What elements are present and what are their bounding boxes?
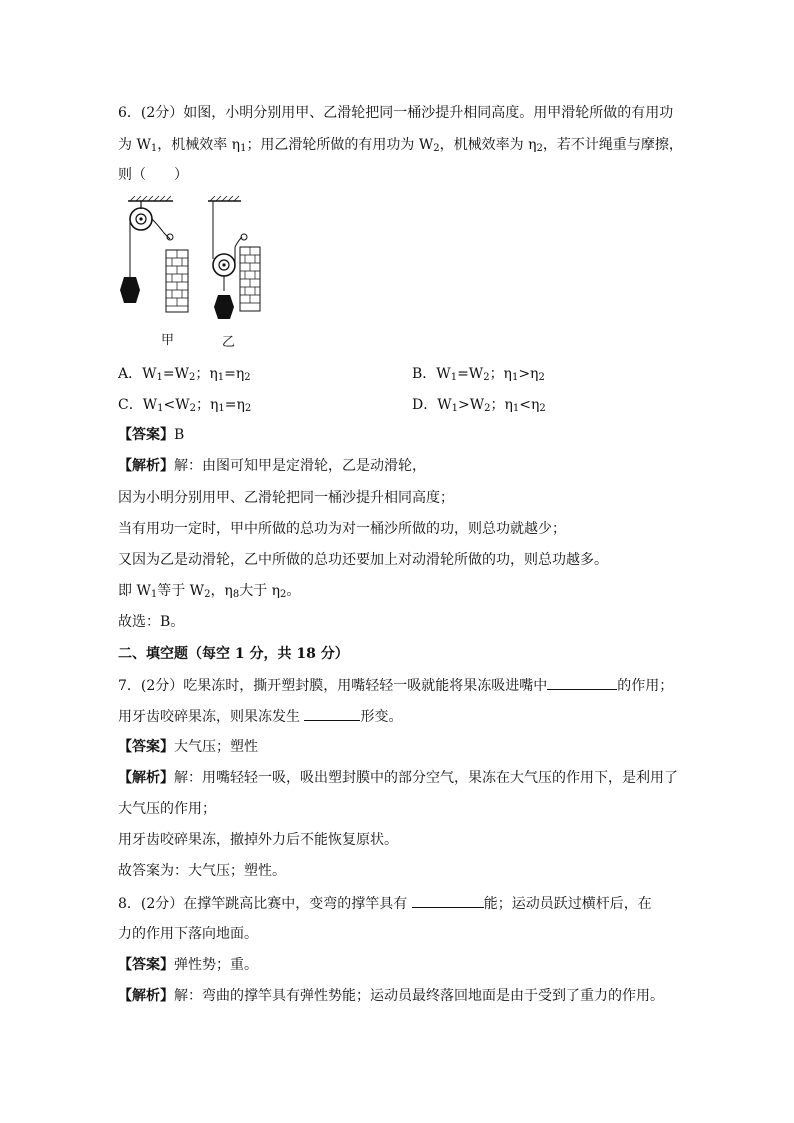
figure-label-yi: 乙 <box>222 335 236 350</box>
q7-blank-1[interactable] <box>547 675 617 690</box>
q6-stem-line1: 6．(2分）如图，小明分别用甲、乙滑轮把同一桶沙提升相同高度。用甲滑轮所做的有用功 <box>118 105 674 121</box>
q7-analysis-2: 大气压的作用； <box>118 801 216 817</box>
q7-conclusion: 故答案为：大气压；塑性。 <box>118 863 286 879</box>
q6-analysis-2: 因为小明分别用甲、乙滑轮把同一桶沙提升相同高度； <box>118 490 454 506</box>
option-d: D．$W_1>W_2$；$\eta_1<\eta_2$ <box>412 397 546 414</box>
q7-stem-line1: 7．(2分）吃果冻时，撕开塑封膜，用嘴轻轻一吸就能将果冻吸进嘴中 的作用； <box>118 675 673 696</box>
q8-stem-line1: 8．(2分）在撑竿跳高比赛中，变弯的撑竿具有 能；运动员跃过横杆后，在 <box>118 893 652 914</box>
pulley-diagram <box>118 195 278 350</box>
q6-analysis-1: 【解析】解：由图可知甲是定滑轮，乙是动滑轮， <box>118 458 426 474</box>
q8-stem-line2: 力的作用下落向地面。 <box>118 926 258 942</box>
section-title: 二、填空题（每空 1 分，共 18 分） <box>118 646 349 662</box>
option-a: A．$W_1=W_2$；$\eta_1=\eta_2$ <box>118 366 251 383</box>
q6-conclusion: 故选：B。 <box>118 614 185 630</box>
pulley-figure <box>118 195 278 350</box>
q7-answer: 【答案】大气压；塑性 <box>118 739 258 755</box>
q8-analysis-1: 【解析】解：弯曲的撑竿具有弹性势能；运动员最终落回地面是由于受到了重力的作用。 <box>118 988 664 1004</box>
q7-blank-2[interactable] <box>304 706 360 721</box>
q7-analysis-1: 【解析】解：用嘴轻轻一吸，吸出塑封膜中的部分空气，果冻在大气压的作用下，是利用了 <box>118 770 678 786</box>
q8-blank-1[interactable] <box>412 893 484 908</box>
option-b: B．$W_1=W_2$；$\eta_1>\eta_2$ <box>412 366 545 383</box>
movable-pulley-yi <box>208 196 260 319</box>
q6-stem-line3: 则（ ） <box>118 167 188 183</box>
q6-analysis-3: 当有用功一定时，甲中所做的总功为对一桶沙所做的功，则总功就越少； <box>118 521 566 537</box>
fixed-pulley-jia <box>120 196 188 312</box>
q6-analysis-5: 即 $W_1$等于 $W_2$，$\eta_8$大于 $\eta_2$。 <box>118 583 301 600</box>
q8-answer: 【答案】弹性势；重。 <box>118 957 258 973</box>
q6-analysis-4: 又因为乙是动滑轮，乙中所做的总功还要加上对动滑轮所做的功，则总功越多。 <box>118 552 608 568</box>
figure-label-jia: 甲 <box>161 333 175 348</box>
option-c: C．$W_1<W_2$；$\eta_1=\eta_2$ <box>118 397 252 414</box>
q7-stem-line2: 用牙齿咬碎果冻，则果冻发生 形变。 <box>118 706 402 727</box>
q6-stem-line2: 为 $W_1$，机械效率 $\eta_1$；用乙滑轮所做的有用功为 $W_2$，机械效率为 $\eta_2$，若不计绳重与摩擦， <box>118 137 683 154</box>
q7-analysis-3: 用牙齿咬碎果冻，撤掉外力后不能恢复原状。 <box>118 832 398 848</box>
q6-answer: 【答案】B <box>118 427 185 443</box>
